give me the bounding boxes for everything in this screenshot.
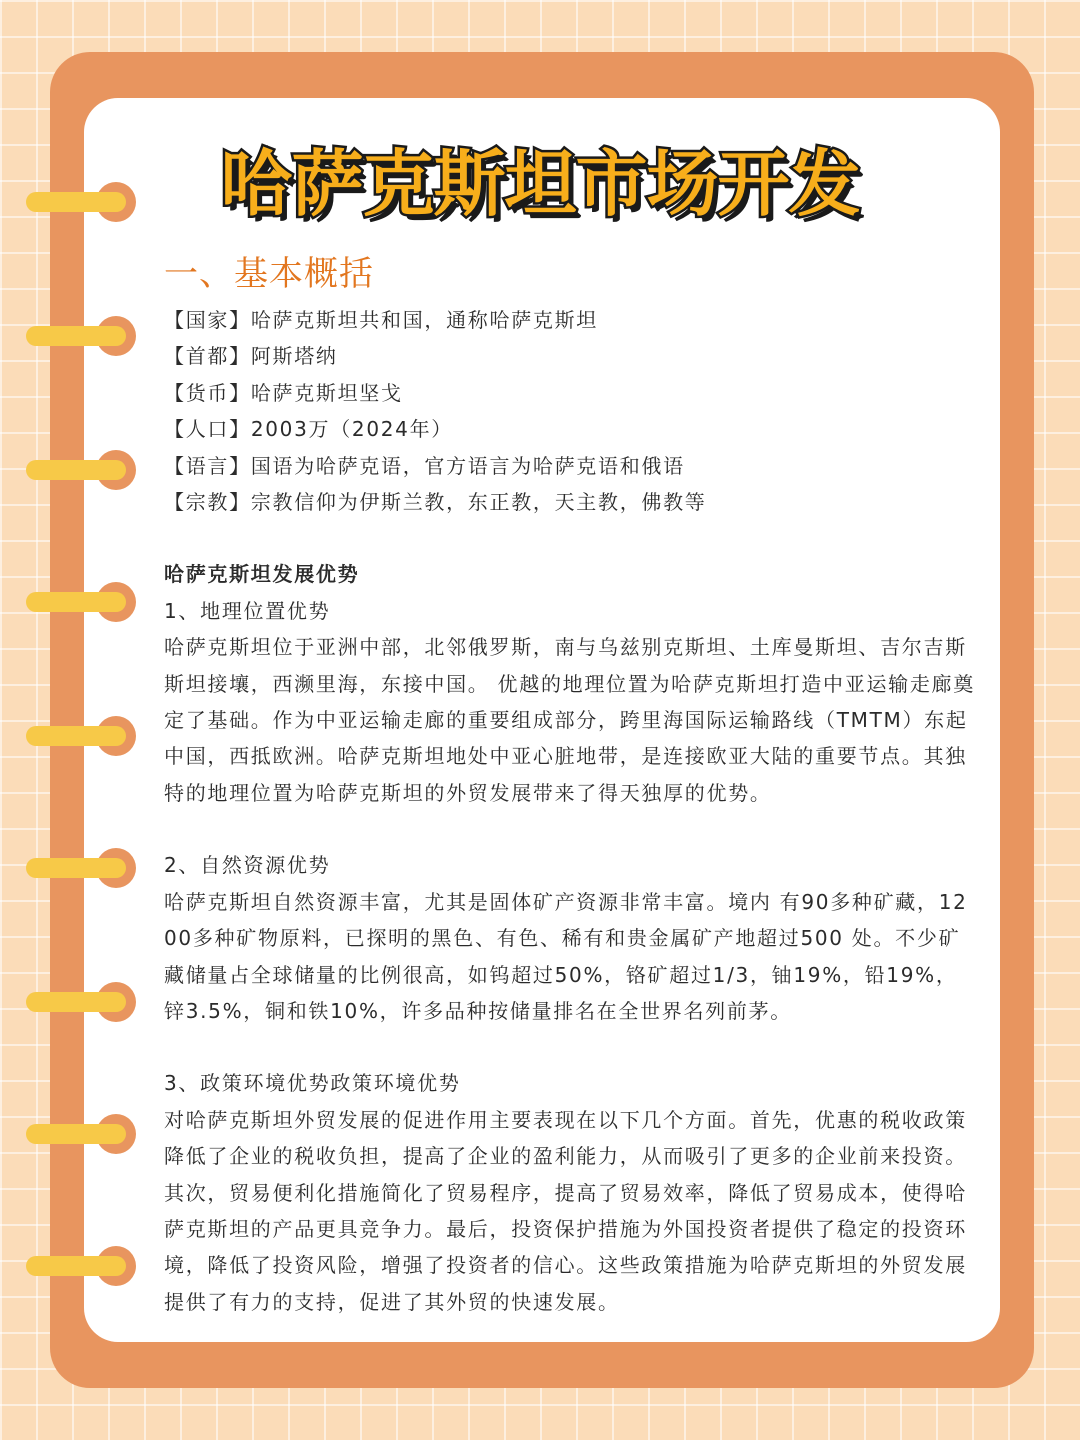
info-religion	[164, 484, 976, 520]
binder-ring	[26, 582, 136, 622]
advantage-text-geography: 哈萨克斯坦位于亚洲中部，北邻俄罗斯，南与乌兹别克斯坦、土库曼斯坦、吉尔吉斯斯坦接壤，西濒里海，东接中国。 优越的地理位置为哈萨克斯坦打造中亚运输走廊奠定了基础。作为中亚运输走廊的重要组成部分，跨里海国际运输路线（TMTM）东起中国，西抵欧洲。哈萨克斯坦地处中亚心脏地带，是连接欧亚大陆的重要节点。其独特的地理位置为哈萨克斯坦的外贸发展带来了得天独厚的优势。	[164, 635, 975, 805]
page-title: 哈萨克斯坦市场开发	[220, 142, 860, 226]
binder-ring	[26, 316, 136, 356]
binder-ring	[26, 716, 136, 756]
info-key: 【首都】	[164, 344, 251, 369]
binder-ring	[26, 848, 136, 888]
info-key: 【国家】	[164, 308, 251, 332]
info-language	[164, 448, 976, 484]
advantage-text-resources: 哈萨克斯坦自然资源丰富，尤其是固体矿产资源非常丰富。境内 有90多种矿藏，1200多种矿物原料，已探明的黑色、有色、稀有和贵金属矿产地超过500 处。不少矿藏储量占全球储量的比例很高，如钨超过50%，铬矿超过1/3，铀19%，铅19%， 锌3.5%，铜和铁10%，许多品种按储量排名在全世界名列前茅。	[164, 889, 968, 1023]
content-body	[164, 302, 976, 1320]
advantage-text-policy: 对哈萨克斯坦外贸发展的促进作用主要表现在以下几个方面。首先，优惠的税收政策降低了企业的税收负担，提高了企业的盈利能力，从而吸引了更多的企业前来投资。其次，贸易便利化措施简化了贸易程序，提高了贸易效率，降低了贸易成本，使得哈萨克斯坦的产品更具竞争力。最后，投资保护措施为外国投资者提供了稳定的投资环境，降低了投资风险，增强了投资者的信心。这些政策措施为哈萨克斯坦的外贸发展提供了有力的支持，促进了其外贸的快速发展。	[164, 1107, 967, 1314]
info-value: 国语为哈萨克语，官方语言为哈萨克语和俄语	[250, 453, 685, 478]
info-capital	[164, 338, 976, 374]
binder-ring	[26, 982, 136, 1022]
info-key: 【货币】	[164, 380, 251, 405]
info-currency	[164, 375, 976, 411]
info-key: 【人口】	[164, 417, 251, 442]
info-population	[164, 411, 976, 447]
info-key: 【宗教】	[164, 490, 251, 515]
advantage-title-resources: 2、自然资源优势	[164, 853, 331, 878]
advantage-title-geography: 1、地理位置优势	[164, 598, 331, 623]
section-heading: 一、基本概括	[164, 254, 374, 294]
info-value: 宗教信仰为伊斯兰教，东正教，天主教，佛教等	[250, 490, 707, 515]
info-value: 阿斯塔纳	[250, 344, 338, 369]
info-country	[164, 302, 976, 338]
advantages-title: 哈萨克斯坦发展优势	[164, 562, 360, 587]
binder-ring	[26, 1114, 136, 1154]
info-value: 哈萨克斯坦坚戈	[250, 380, 403, 405]
info-value: 哈萨克斯坦共和国，通称哈萨克斯坦	[250, 308, 599, 332]
info-key: 【语言】	[164, 453, 251, 478]
advantage-title-policy: 3、政策环境优势政策环境优势	[164, 1071, 461, 1096]
binder-ring	[26, 1246, 136, 1286]
binder-ring	[26, 450, 136, 490]
info-value: 2003万（2024年）	[250, 417, 454, 442]
